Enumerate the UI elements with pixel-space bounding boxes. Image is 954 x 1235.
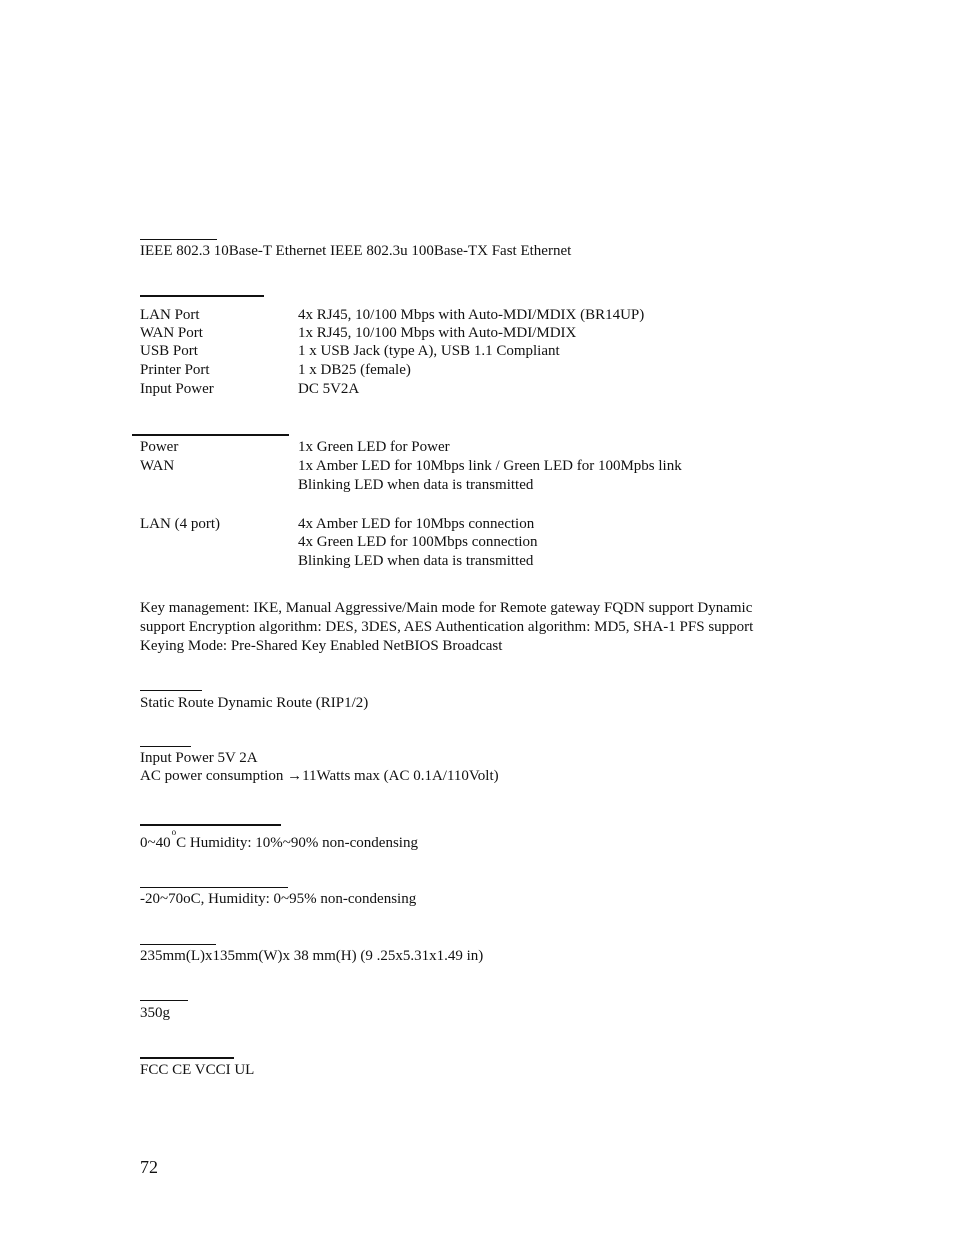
interface-label-power: Input Power [140,381,214,397]
operating-text [140,827,418,854]
operating-suffix: C Humidity: 10%~90% non-condensing [176,835,418,851]
interface-value-printer: 1 x DB25 (female) [298,362,411,378]
section-rule-operating [140,824,281,826]
section-rule-dimensions [140,944,216,945]
weight-text: 350g [140,1005,170,1021]
dimensions-text: 235mm(L)x135mm(W)x 38 mm(H) (9 .25x5.31x1.49 in) [140,948,484,964]
section-rule-routing [140,690,202,691]
interface-label-wan: WAN Port [140,325,203,341]
vpn-line-2: support Encryption algorithm: DES, 3DES, AES Authentication algorithm: MD5, SHA-1 PFS support [140,619,754,635]
interface-value-power: DC 5V2A [298,381,360,397]
led-label-wan: WAN [140,458,175,474]
led-wan-line-2: Blinking LED when data is transmitted [298,477,534,493]
interface-label-lan: LAN Port [140,307,200,323]
degree-symbol: o [171,827,177,837]
led-lan-line-3: Blinking LED when data is transmitted [298,553,534,569]
section-rule-leds [132,434,289,436]
power-line-2: AC power consumption →11Watts max (AC 0.1A/110Volt) [140,768,499,784]
section-rule-weight [140,1000,188,1001]
led-wan-line-1: 1x Amber LED for 10Mbps link / Green LED for 100Mpbs link [298,458,682,474]
section-rule-certifications [140,1057,234,1059]
vpn-line-3: Keying Mode: Pre-Shared Key Enabled NetBIOS Broadcast [140,638,503,654]
vpn-line-1: Key management: IKE, Manual Aggressive/Main mode for Remote gateway FQDN support Dynamic [140,600,753,616]
routing-text: Static Route Dynamic Route (RIP1/2) [140,695,369,711]
page-number: 72 [140,1157,158,1177]
led-power-line-1: 1x Green LED for Power [298,439,450,455]
section-rule-power [140,746,191,747]
section-rule-storage [140,887,288,888]
interface-label-printer: Printer Port [140,362,210,378]
section-rule-interfaces [140,295,264,297]
led-lan-line-1: 4x Amber LED for 10Mbps connection [298,516,535,532]
certifications-text: FCC CE VCCI UL [140,1062,255,1078]
power-line-1: Input Power 5V 2A [140,750,258,766]
interface-value-usb: 1 x USB Jack (type A), USB 1.1 Compliant [298,343,560,359]
led-label-power: Power [140,439,179,455]
section-rule-standards [140,239,217,240]
led-lan-line-2: 4x Green LED for 100Mbps connection [298,534,538,550]
interface-value-lan: 4x RJ45, 10/100 Mbps with Auto-MDI/MDIX (BR14UP) [298,307,645,323]
operating-prefix: 0~40 [140,835,171,851]
standards-text: IEEE 802.3 10Base-T Ethernet IEEE 802.3u 100Base-TX Fast Ethernet [140,243,572,259]
storage-text: -20~70oC, Humidity: 0~95% non-condensing [140,891,417,907]
led-label-lan: LAN (4 port) [140,516,220,532]
interface-label-usb: USB Port [140,343,198,359]
interface-value-wan: 1x RJ45, 10/100 Mbps with Auto-MDI/MDIX [298,325,577,341]
